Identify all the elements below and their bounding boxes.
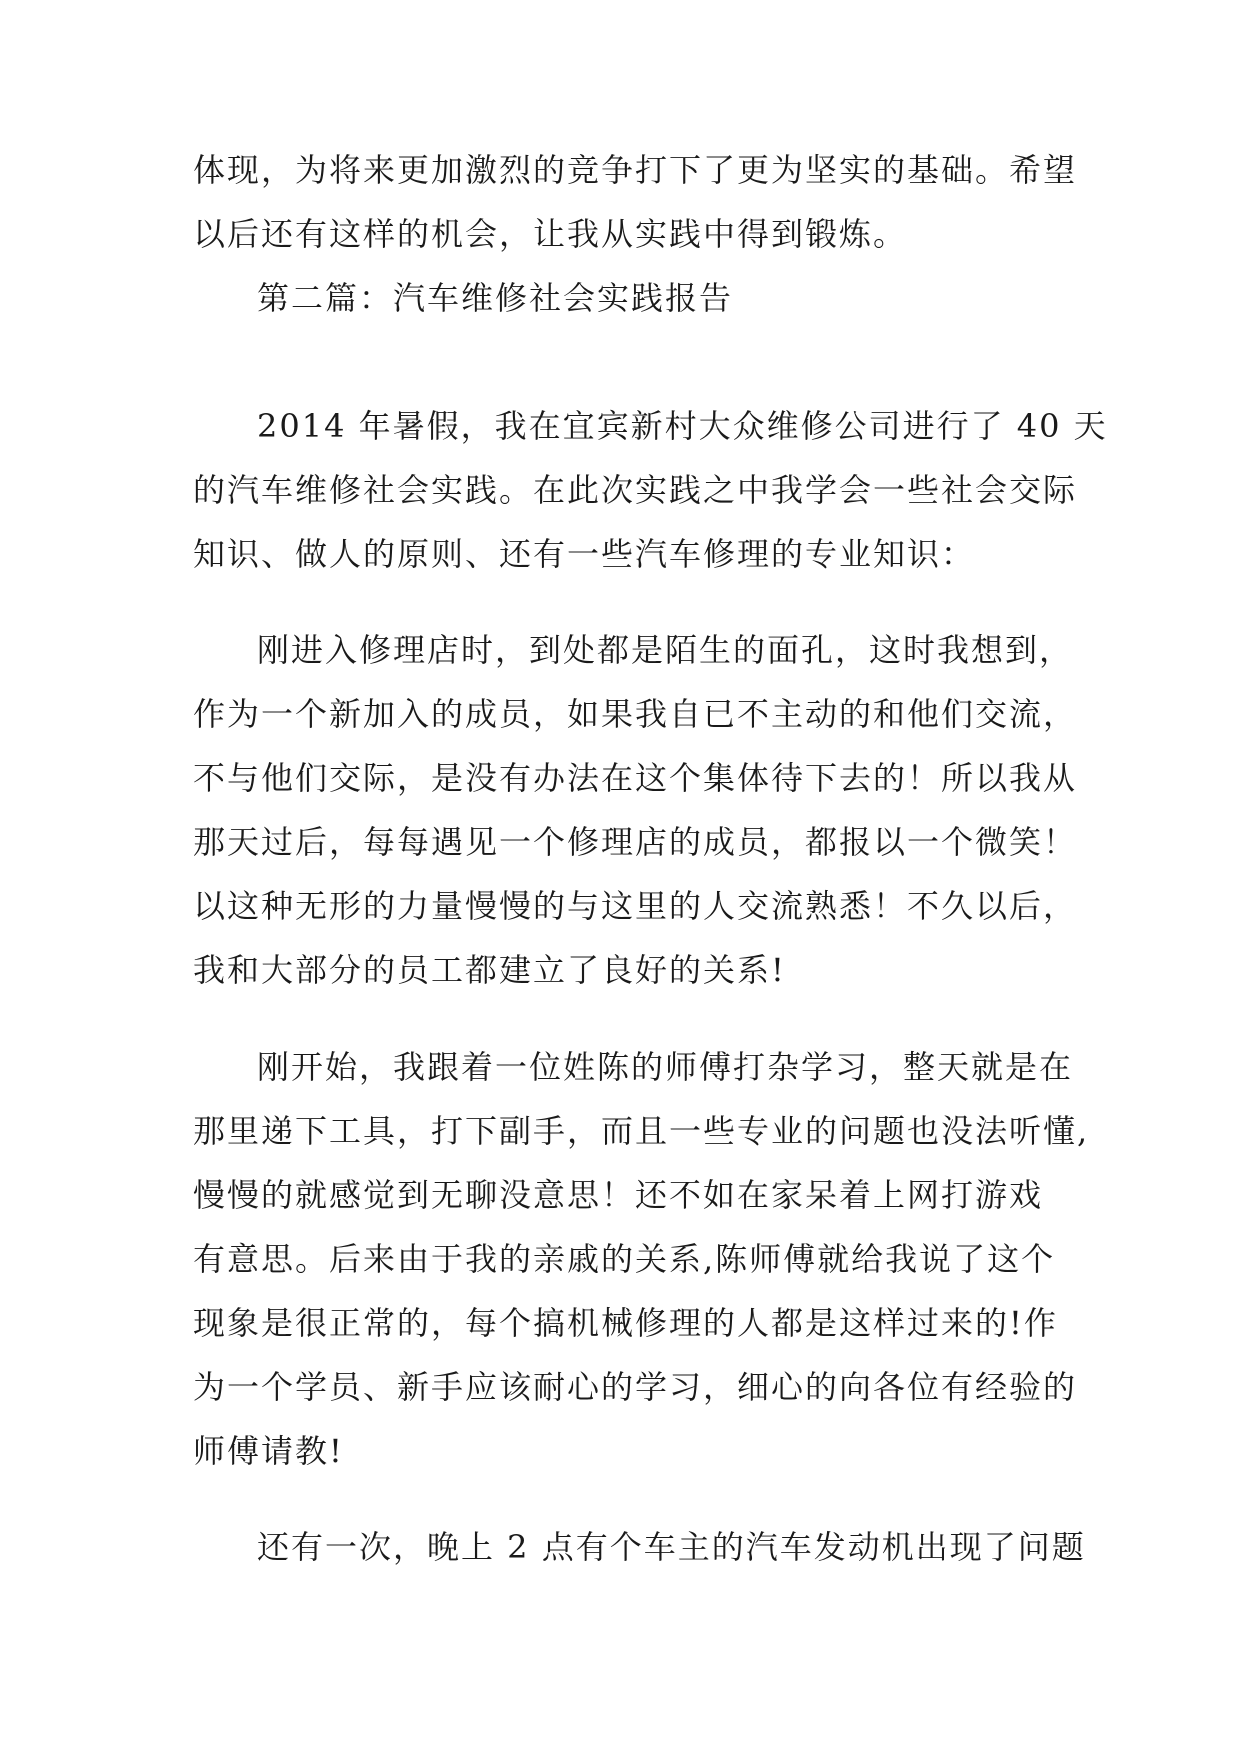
text-line: 为一个学员、新手应该耐心的学习，细心的向各位有经验的 xyxy=(193,1368,1078,1406)
text-line: 的汽车维修社会实践。在此次实践之中我学会一些社会交际 xyxy=(193,471,1078,509)
text-line: 以这种无形的力量慢慢的与这里的人交流熟悉！不久以后， xyxy=(193,887,1078,925)
text-line: 那天过后，每每遇见一个修理店的成员，都报以一个微笑！ xyxy=(193,823,1078,861)
text-line: 知识、做人的原则、还有一些汽车修理的专业知识： xyxy=(193,535,976,573)
text-line: 体现，为将来更加激烈的竞争打下了更为坚实的基础。希望 xyxy=(193,151,1078,189)
text-line: 现象是很正常的，每个搞机械修理的人都是这样过来的!作 xyxy=(193,1304,1058,1342)
text-line: 2014 年暑假，我在宜宾新村大众维修公司进行了 40 天 xyxy=(257,407,1108,445)
text-line: 刚开始，我跟着一位姓陈的师傅打杂学习，整天就是在 xyxy=(257,1048,1074,1086)
text-line: 那里递下工具，打下副手，而且一些专业的问题也没法听懂, xyxy=(193,1112,1090,1150)
text-line: 师傅请教! xyxy=(193,1432,344,1470)
text-line: 以后还有这样的机会，让我从实践中得到锻炼。 xyxy=(193,215,908,253)
text-line: 不与他们交际，是没有办法在这个集体待下去的！所以我从 xyxy=(193,759,1078,797)
text-line: 刚进入修理店时，到处都是陌生的面孔，这时我想到， xyxy=(257,631,1074,669)
text-line: 有意思。后来由于我的亲戚的关系,陈师傅就给我说了这个 xyxy=(193,1240,1056,1278)
section-heading: 第二篇：汽车维修社会实践报告 xyxy=(257,279,734,317)
text-line: 慢慢的就感觉到无聊没意思！还不如在家呆着上网打游戏 xyxy=(193,1176,1044,1214)
text-line: 我和大部分的员工都建立了良好的关系! xyxy=(193,951,786,989)
text-line: 作为一个新加入的成员，如果我自已不主动的和他们交流， xyxy=(193,695,1078,733)
text-line: 还有一次，晚上 2 点有个车主的汽车发动机出现了问题 xyxy=(257,1528,1086,1566)
